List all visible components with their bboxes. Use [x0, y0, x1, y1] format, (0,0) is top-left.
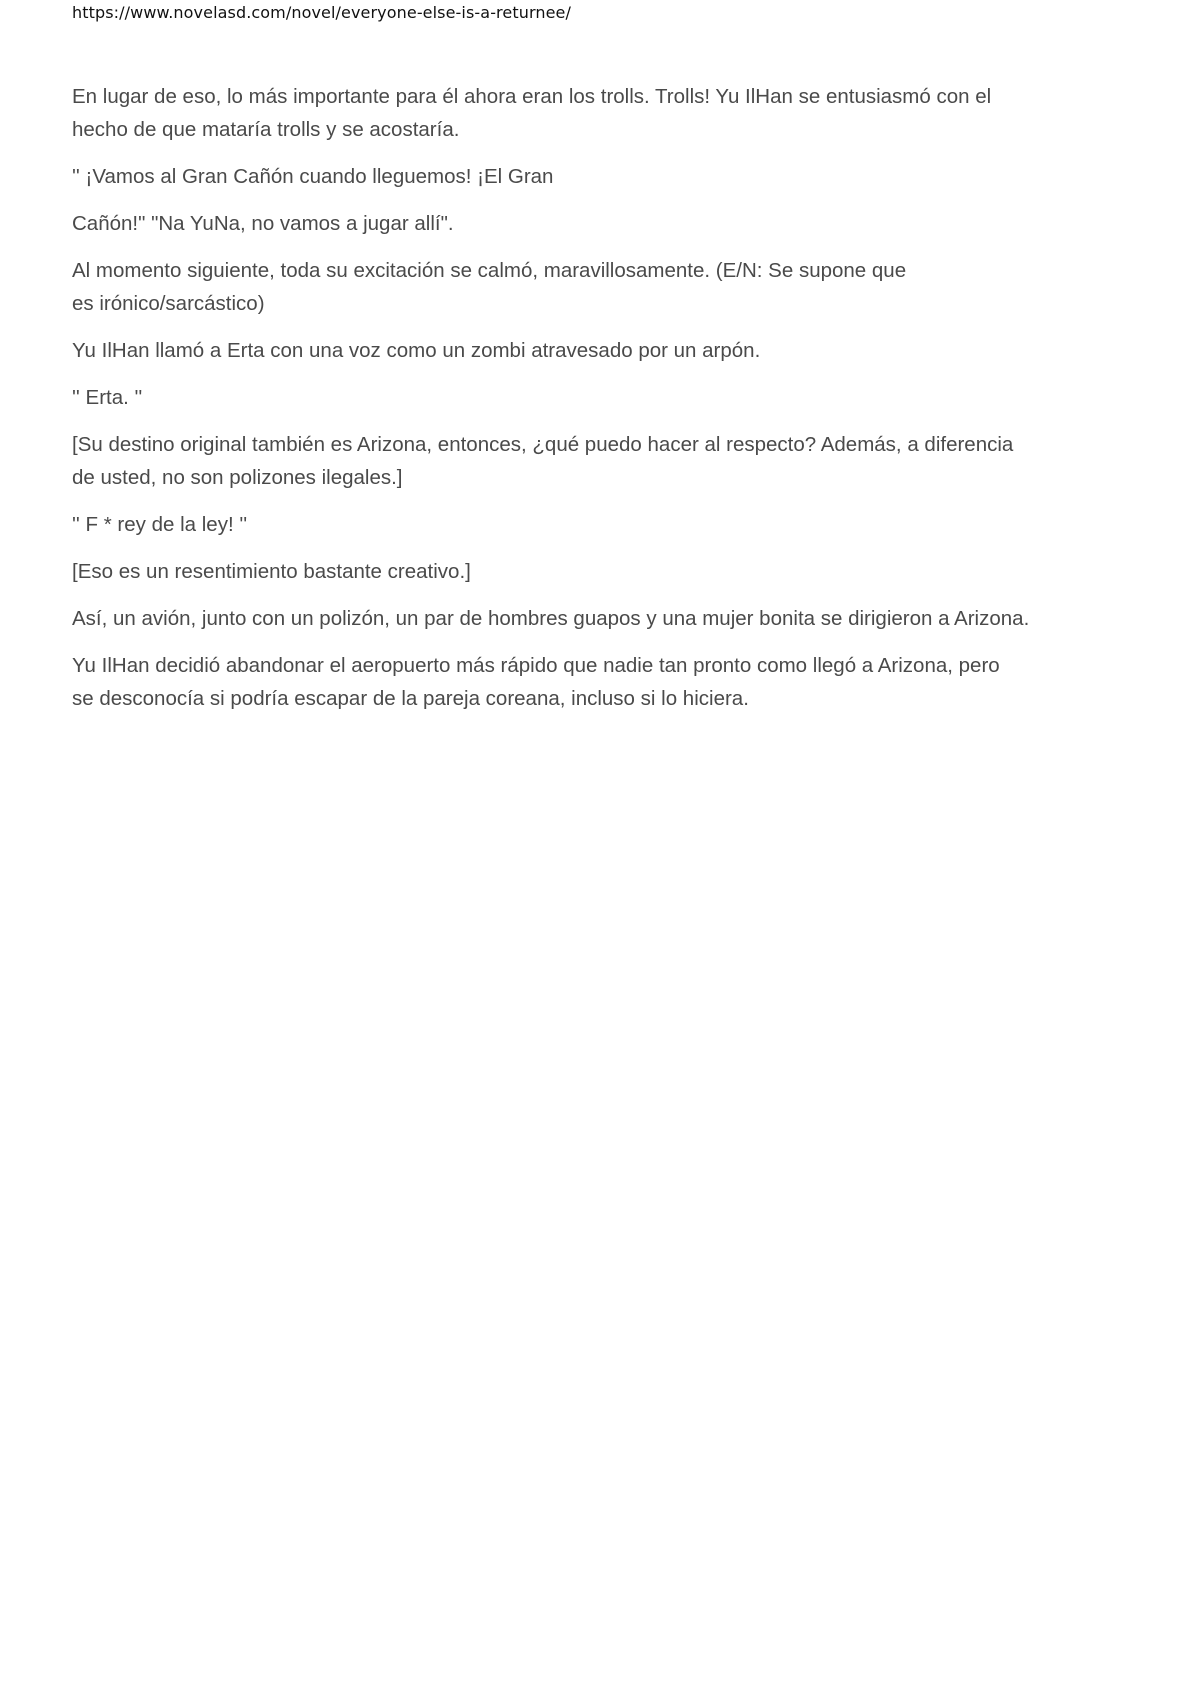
paragraph [72, 160, 1122, 193]
paragraph [72, 207, 1122, 240]
paragraph [72, 508, 1122, 541]
text-line: Yu IlHan llamó a Erta con una voz como un zombi atravesado por un arpón. [72, 339, 761, 362]
paragraph [72, 555, 1122, 588]
text-line: [Su destino original también es Arizona, entonces, ¿qué puedo hacer al respecto? Además, a diferencia [72, 433, 1014, 456]
text-line: En lugar de eso, lo más importante para él ahora eran los trolls. Trolls! Yu IlHan se entusiasmó con el [72, 85, 992, 108]
paragraph [72, 649, 1122, 715]
paragraph [72, 80, 1122, 146]
text-line: es irónico/sarcástico) [72, 292, 265, 315]
paragraph [72, 334, 1122, 367]
text-line: de usted, no son polizones ilegales.] [72, 466, 403, 489]
paragraph [72, 602, 1122, 635]
paragraph [72, 381, 1122, 414]
text-line: '' F * rey de la ley! '' [72, 513, 248, 536]
text-line: '' ¡Vamos al Gran Cañón cuando lleguemos! ¡El Gran [72, 165, 554, 188]
text-line: se desconocía si podría escapar de la pareja coreana, incluso si lo hiciera. [72, 687, 749, 710]
document-body [72, 80, 1122, 729]
text-line: Al momento siguiente, toda su excitación se calmó, maravillosamente. (E/N: Se supone que [72, 259, 907, 282]
text-line: [Eso es un resentimiento bastante creativo.] [72, 560, 471, 583]
text-line: '' Erta. '' [72, 386, 143, 409]
text-line: hecho de que mataría trolls y se acostaría. [72, 118, 460, 141]
text-line: Así, un avión, junto con un polizón, un par de hombres guapos y una mujer bonita se dirigieron a Arizona. [72, 607, 1030, 630]
paragraph [72, 428, 1122, 494]
text-line: Cañón!" "Na YuNa, no vamos a jugar allí". [72, 212, 454, 235]
paragraph [72, 254, 1122, 320]
page-header-url: https://www.novelasd.com/novel/everyone-else-is-a-returnee/ [72, 3, 571, 22]
text-line: Yu IlHan decidió abandonar el aeropuerto más rápido que nadie tan pronto como llegó a Arizona, pero [72, 654, 1000, 677]
